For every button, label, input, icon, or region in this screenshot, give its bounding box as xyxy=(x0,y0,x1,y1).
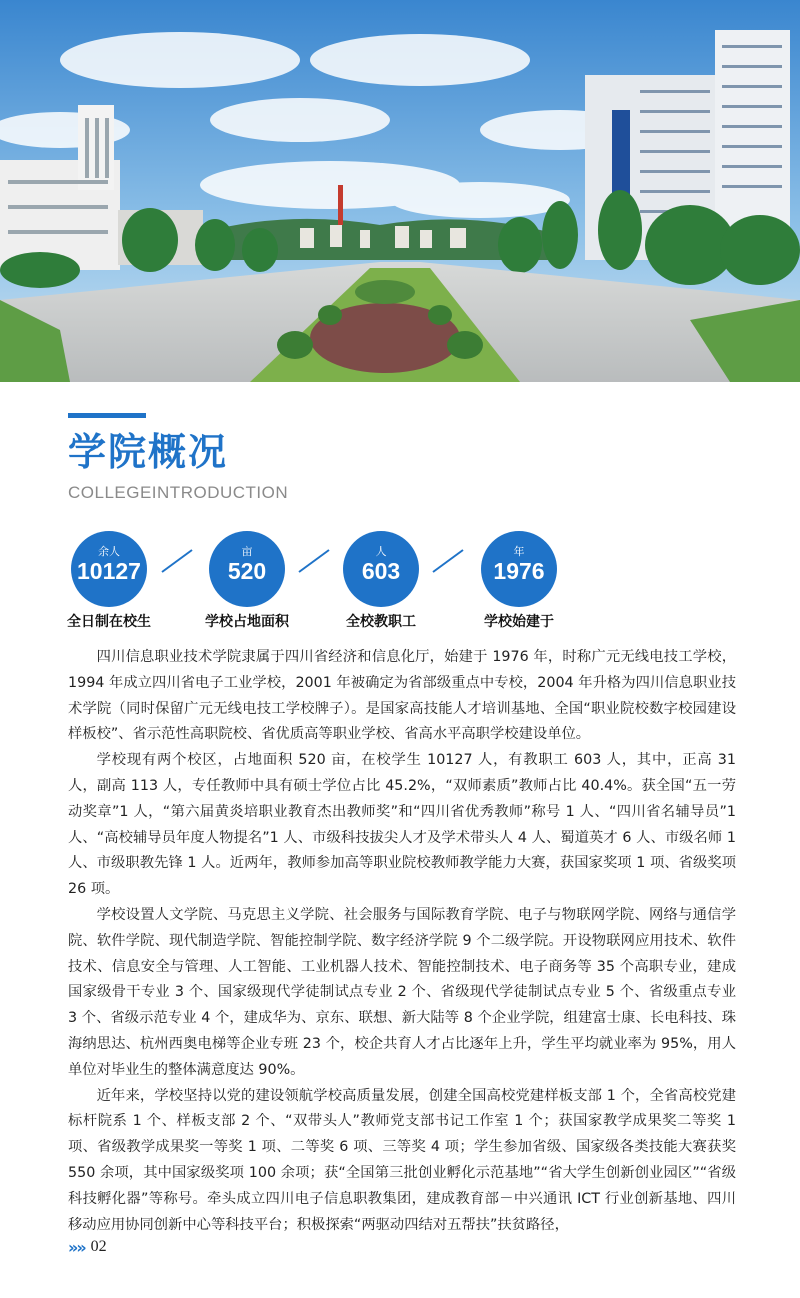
stat-students xyxy=(59,531,159,631)
paragraph: 学校现有两个校区，占地面积 520 亩，在校学生 10127 人，有教职工 603 人，其中，正高 31 人，副高 113 人，专任教师中具有硕士学位占比 45.2%，“双师素质”教师占比 40.4%。获全国“五一劳动奖章”1 人，“第六届黄炎培职业教育杰出教师奖”和“四川省优秀教师”称号 1 人、“四川省名辅导员”1 人、“高校辅导员年度人物提名”1 人、市级科技拔尖人才及学术带头人 4 人、蜀道英才 6 人、市级名师 1 人、市级职教先锋 1 人。近两年，教师参加高等职业院校教师教学能力大赛，获国家奖项 1 项、省级奖项 26 项。 xyxy=(68,752,736,898)
double-chevron-icon: »» xyxy=(68,1237,85,1257)
stat-circle xyxy=(343,531,419,607)
stat-label: 学校始建于 xyxy=(484,614,554,630)
stat-label: 全日制在校生 xyxy=(67,614,151,630)
stat-unit: 人 xyxy=(375,545,387,558)
stat-value: 1976 xyxy=(493,558,545,584)
stat-value: 10127 xyxy=(77,558,141,584)
stat-staff xyxy=(331,531,431,631)
paragraph: 四川信息职业技术学院隶属于四川省经济和信息化厅，始建于 1976 年，时称广元无线电技工学校，1994 年成立四川省电子工业学校，2001 年被确定为省部级重点中专校，2004 年升格为四川信息职业技术学院（同时保留广元无线电技工学校牌子）。是国家高技能人才培训基地、全国“职业院校数字校园建设样板校”、省示范性高职院校、省优质高等职业学校、省高水平高职学校建设单位。 xyxy=(68,649,736,743)
stat-founded xyxy=(469,531,569,631)
page-footer xyxy=(68,1236,107,1258)
section-subtitle: COLLEGEINTRODUCTION xyxy=(68,483,289,502)
divider-slash-icon xyxy=(297,548,331,574)
divider-slash-icon xyxy=(160,548,194,574)
stat-label: 全校教职工 xyxy=(346,614,416,630)
stat-value: 520 xyxy=(227,558,267,584)
stat-circle xyxy=(209,531,285,607)
section-title: 学院概况 xyxy=(68,430,229,474)
stat-campus-area xyxy=(197,531,297,631)
stat-unit: 年 xyxy=(513,545,525,558)
campus-photo-illustration xyxy=(0,0,800,382)
stat-label: 学校占地面积 xyxy=(205,614,289,630)
stat-circle xyxy=(71,531,147,607)
introduction-text xyxy=(68,645,736,1238)
campus-photo xyxy=(0,0,800,382)
divider-slash-icon xyxy=(431,548,465,574)
stat-value: 603 xyxy=(361,558,401,584)
heading-accent-bar xyxy=(68,413,146,418)
page-number: 02 xyxy=(90,1238,107,1255)
stat-circle xyxy=(481,531,557,607)
paragraph: 学校设置人文学院、马克思主义学院、社会服务与国际教育学院、电子与物联网学院、网络与通信学院、软件学院、现代制造学院、智能控制学院、数字经济学院 9 个二级学院。开设物联网应用技术、软件技术、信息安全与管理、人工智能、工业机器人技术、智能控制技术、电子商务等 35 个高职专业，建成国家级骨干专业 3 个、国家级现代学徒制试点专业 2 个、省级现代学徒制试点专业 5 个、省级重点专业 3 个、省级示范专业 4 个，建成华为、京东、联想、新大陆等 8 个企业学院，组建富士康、长电科技、珠海纳思达、杭州西奥电梯等企业专班 23 个，校企共育人才占比逐年上升，学生平均就业率为 95%，用人单位对毕业生的整体满意度达 90%。 xyxy=(68,906,736,1078)
stat-unit: 余人 xyxy=(98,545,120,558)
stat-unit: 亩 xyxy=(241,545,253,558)
paragraph: 近年来，学校坚持以党的建设领航学校高质量发展，创建全国高校党建样板支部 1 个，全省高校党建标杆院系 1 个、样板支部 2 个、“双带头人”教师党支部书记工作室 1 个；获国家教学成果奖二等奖 1 项、省级教学成果奖一等奖 1 项、二等奖 6 项、三等奖 4 项；学生参加省级、国家级各类技能大赛获奖 550 余项，其中国家级奖项 100 余项；获“全国第三批创业孵化示范基地”“省大学生创新创业园区”“省级科技孵化器”等称号。牵头成立四川电子信息职教集团，建成教育部－中兴通讯 ICT 行业创新基地、四川移动应用协同创新中心等科技平台；积极探索“两驱动四结对五帮扶”扶贫路径， xyxy=(68,1087,736,1233)
